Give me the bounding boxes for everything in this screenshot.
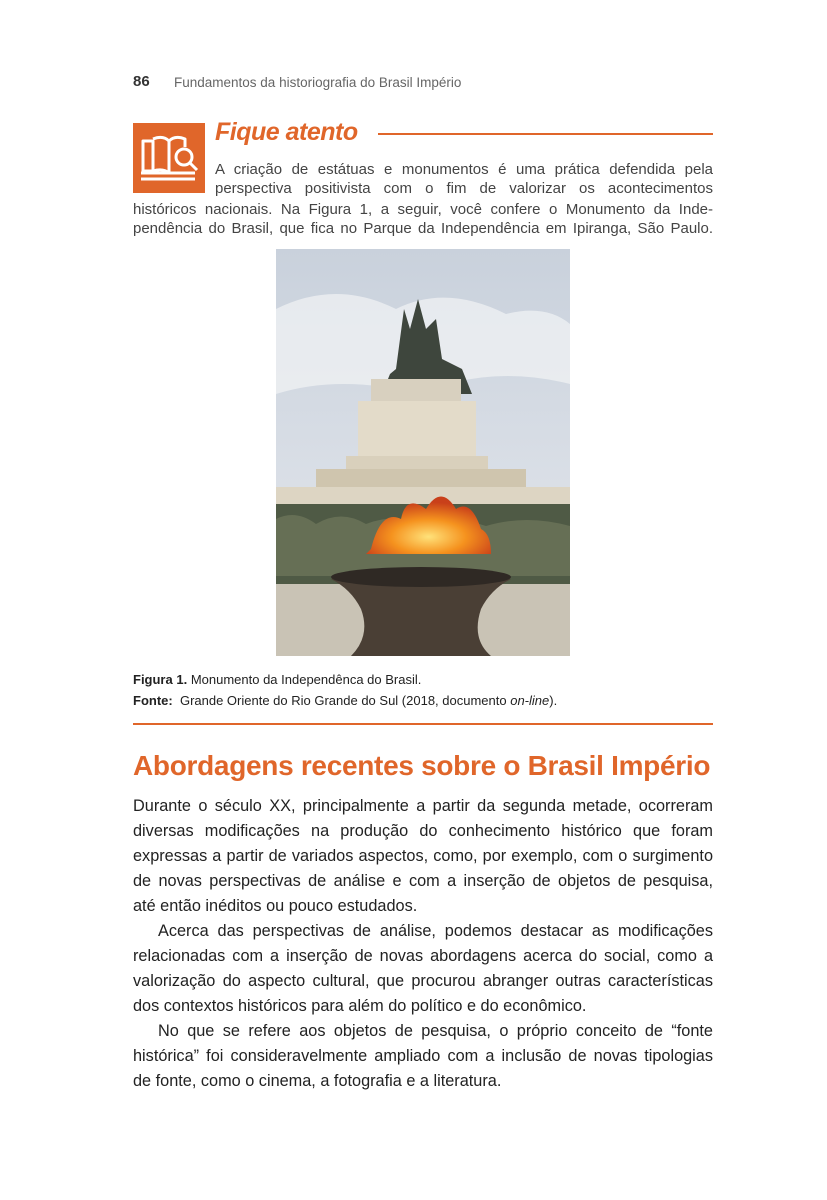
figure-source xyxy=(133,693,557,708)
book-magnifier-icon xyxy=(133,123,205,193)
paragraph-line: até então inéditos ou pouco estudados. xyxy=(133,897,418,915)
figure-source-label: Fonte: xyxy=(133,693,173,708)
paragraph-line: histórica” foi consideravelmente ampliado com a inclusão de novas tipologias xyxy=(133,1047,713,1065)
paragraph-line: Acerca das perspectivas de análise, podemos destacar as modificações xyxy=(158,922,713,940)
callout-line: pendência do Brasil, que fica no Parque da Independência em Ipiranga, São Paulo. xyxy=(133,220,713,237)
callout-line: históricos nacionais. Na Figura 1, a seguir, você confere o Monumento da Inde- xyxy=(133,201,713,218)
paragraph-line: dos contextos históricos para além do político e do econômico. xyxy=(133,997,587,1015)
paragraph-line: de novas perspectivas de análise e com a inserção de objetos de pesquisa, xyxy=(133,872,713,890)
figure-source-italic: on-line xyxy=(510,693,550,708)
callout-title: Fique atento xyxy=(215,118,358,146)
callout-line: perspectiva positivista com o fim de valorizar os acontecimentos xyxy=(215,180,713,197)
section-heading: Abordagens recentes sobre o Brasil Império xyxy=(133,750,711,781)
callout-line: A criação de estátuas e monumentos é uma prática defendida pela xyxy=(215,161,713,178)
paragraph-line: No que se refere aos objetos de pesquisa, o próprio conceito de “fonte xyxy=(158,1022,713,1040)
figure-caption-text: Monumento da Independênca do Brasil. xyxy=(190,672,422,687)
section-divider xyxy=(133,723,713,725)
monument-photo xyxy=(276,249,570,656)
paragraph-line: expressas a partir de variados aspectos, como, por exemplo, com o surgimento xyxy=(133,847,713,865)
paragraph-line: Durante o século XX, principalmente a partir da segunda metade, ocorreram xyxy=(133,797,713,815)
paragraph-line: diversas modificações na produção do conhecimento histórico que foram xyxy=(133,822,713,840)
page-number: 86 xyxy=(133,73,150,90)
paragraph-line: relacionadas com a inserção de novas abordagens acerca do social, como a xyxy=(133,947,713,965)
figure-source-text: Grande Oriente do Rio Grande do Sul (2018, documento xyxy=(179,693,511,708)
paragraph-line: de fonte, como o cinema, a fotografia e a literatura. xyxy=(133,1072,502,1090)
callout-divider xyxy=(378,133,713,135)
paragraph-line: valorização do aspecto cultural, que procurou abranger outras características xyxy=(133,972,713,990)
figure-source-end: ). xyxy=(549,693,558,708)
figure-caption xyxy=(133,672,421,687)
running-header: Fundamentos da historiografia do Brasil Império xyxy=(174,75,462,90)
figure-label: Figura 1. xyxy=(133,672,188,687)
